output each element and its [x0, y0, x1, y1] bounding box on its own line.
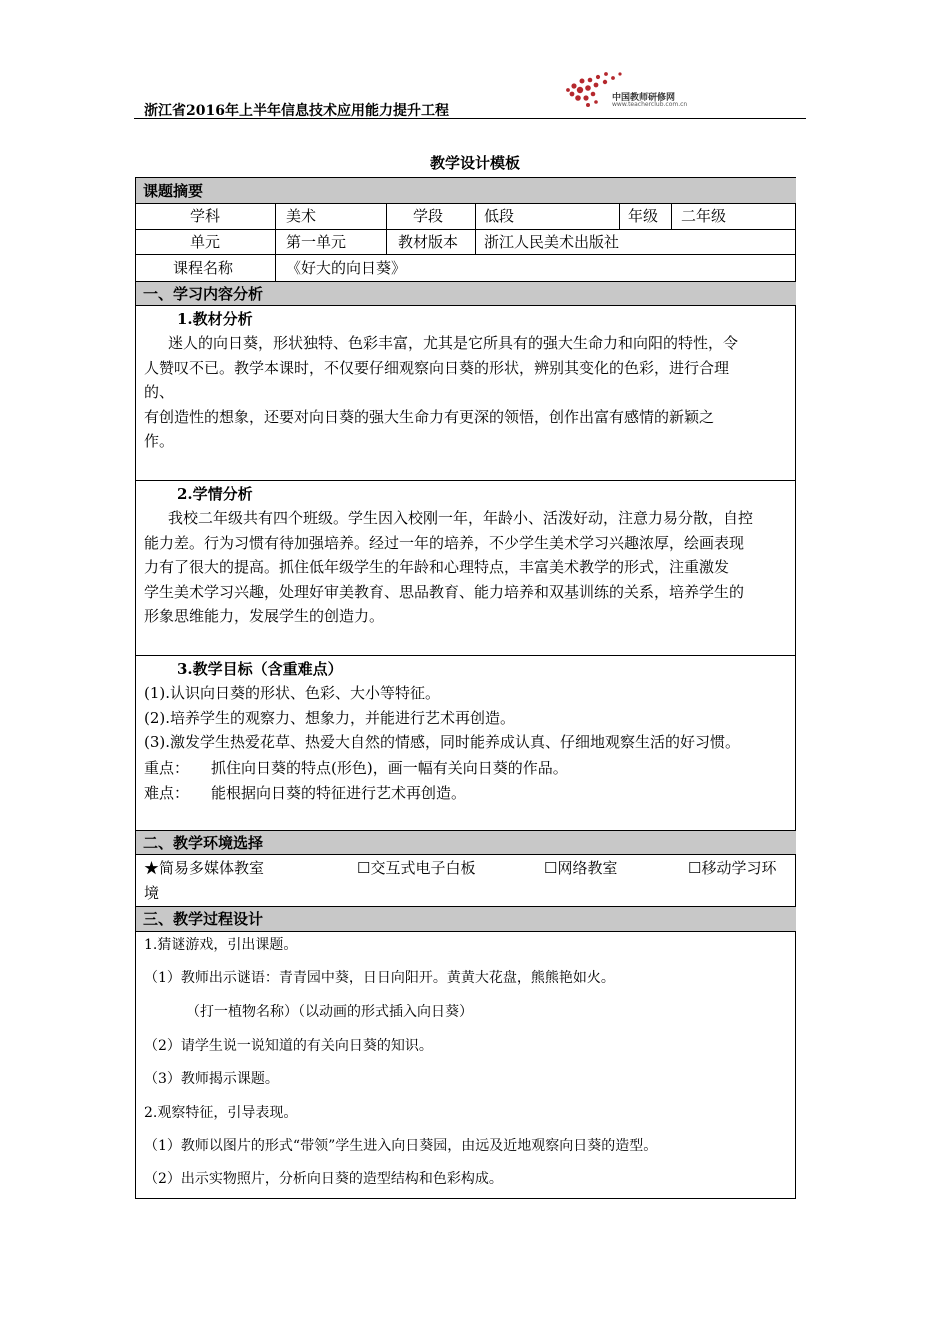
- material-line: 的、: [144, 383, 175, 401]
- summary-band: [136, 178, 796, 203]
- learner-line: 学生美术学习兴趣，处理好审美教育、思品教育、能力培养和双基训练的关系，培养学生的: [144, 582, 745, 601]
- process-step: 2.观察特征，引导表现。: [144, 1105, 298, 1121]
- process-step: （2）请学生说一说知道的有关向日葵的知识。: [144, 1038, 433, 1054]
- material-line: 作。: [144, 432, 175, 450]
- env-option-whiteboard: ☐交互式电子白板: [357, 859, 476, 877]
- learner-title: 2.学情分析: [177, 485, 253, 503]
- document-title: 教学设计模板: [429, 154, 520, 172]
- learner-paragraph: [144, 506, 753, 629]
- process-step: （打一植物名称）（以动画的形式插入向日葵）: [186, 1004, 473, 1020]
- material-line: 迷人的向日葵，形状独特、色彩丰富，尤其是它所具有的强大生命力和向阳的特性，令: [168, 334, 739, 352]
- env-option-mobile: ☐移动学习环: [688, 859, 777, 877]
- header-rule: [134, 118, 806, 119]
- learner-line: 力有了很大的提高。抓住低年级学生的年龄和心理特点，丰富美术教学的形式，注重激发: [144, 558, 730, 576]
- process-step: （2）出示实物照片，分析向日葵的造型结构和色彩构成。: [144, 1171, 503, 1187]
- goals-title: 3.教学目标（含重难点）: [177, 660, 343, 678]
- process-step: 1.猜谜游戏，引出课题。: [144, 937, 298, 953]
- process-step: （1）教师以图片的形式“带领”学生进入向日葵园，由远及近地观察向日葵的造型。: [144, 1138, 658, 1154]
- material-line: 有创造性的想象，还要对向日葵的强大生命力有更深的领悟，创作出富有感情的新颖之: [144, 407, 715, 426]
- material-paragraph: [144, 331, 738, 454]
- section3-heading: 三、教学过程设计: [143, 910, 264, 928]
- grade-label: 年级: [628, 207, 659, 225]
- header-title: 浙江省2016年上半年信息技术应用能力提升工程: [144, 103, 449, 119]
- stage-value: 低段: [484, 207, 515, 225]
- edition-label: 教材版本: [398, 233, 459, 251]
- goal-item: (2).培养学生的观察力、想象力，并能进行艺术再创造。: [144, 708, 516, 727]
- section2-heading: 二、教学环境选择: [143, 834, 264, 852]
- learner-line: 能力差。行为习惯有待加强培养。经过一年的培养，不少学生美术学习兴趣浓厚，绘画表现: [144, 533, 745, 552]
- env-option-multimedia: ★简易多媒体教室: [144, 859, 265, 877]
- unit-value: 第一单元: [286, 233, 347, 251]
- process-step: （3）教师揭示课题。: [144, 1071, 279, 1087]
- key-point-label: 重点：: [144, 759, 190, 777]
- key-point-text: 抓住向日葵的特点(形色)，画一幅有关向日葵的作品。: [211, 759, 568, 777]
- learner-line: 形象思维能力，发展学生的创造力。: [144, 607, 385, 625]
- course-value: 《好大的向日葵》: [286, 259, 407, 277]
- logo-cn-text: 中国教师研修网: [612, 93, 676, 103]
- process-step: （1）教师出示谜语：青青园中葵，日日向阳开。黄黄大花盘，熊熊艳如火。: [144, 970, 615, 986]
- section1-heading: 一、学习内容分析: [143, 285, 264, 303]
- env-option-network: ☐网络教室: [544, 859, 618, 877]
- material-line: 人赞叹不已。教学本课时，不仅要仔细观察向日葵的形状，辨别其变化的色彩，进行合理: [144, 358, 730, 377]
- learner-line: 我校二年级共有四个班级。学生因入校刚一年，年龄小、活泼好动，注意力易分散，自控: [168, 509, 754, 527]
- goal-item: (1).认识向日葵的形状、色彩、大小等特征。: [144, 684, 441, 702]
- env-option-wrap: 境: [144, 884, 160, 902]
- summary-heading: 课题摘要: [143, 182, 204, 200]
- subject-label: 学科: [190, 207, 221, 225]
- unit-label: 单元: [190, 233, 221, 251]
- logo-en-text: www.teacherclub.com.cn: [612, 101, 688, 108]
- difficulty-label: 难点：: [144, 784, 190, 802]
- material-title: 1.教材分析: [177, 310, 253, 328]
- goals-list: [144, 681, 740, 755]
- edition-value: 浙江人民美术出版社: [484, 233, 620, 251]
- grade-value: 二年级: [681, 207, 727, 225]
- goal-item: (3).激发学生热爱花草、热爱大自然的情感，同时能养成认真、仔细地观察生活的好习惯。: [144, 733, 741, 751]
- course-label: 课程名称: [173, 259, 234, 277]
- difficulty-text: 能根据向日葵的特征进行艺术再创造。: [211, 784, 467, 802]
- stage-label: 学段: [413, 207, 444, 225]
- subject-value: 美术: [286, 207, 317, 225]
